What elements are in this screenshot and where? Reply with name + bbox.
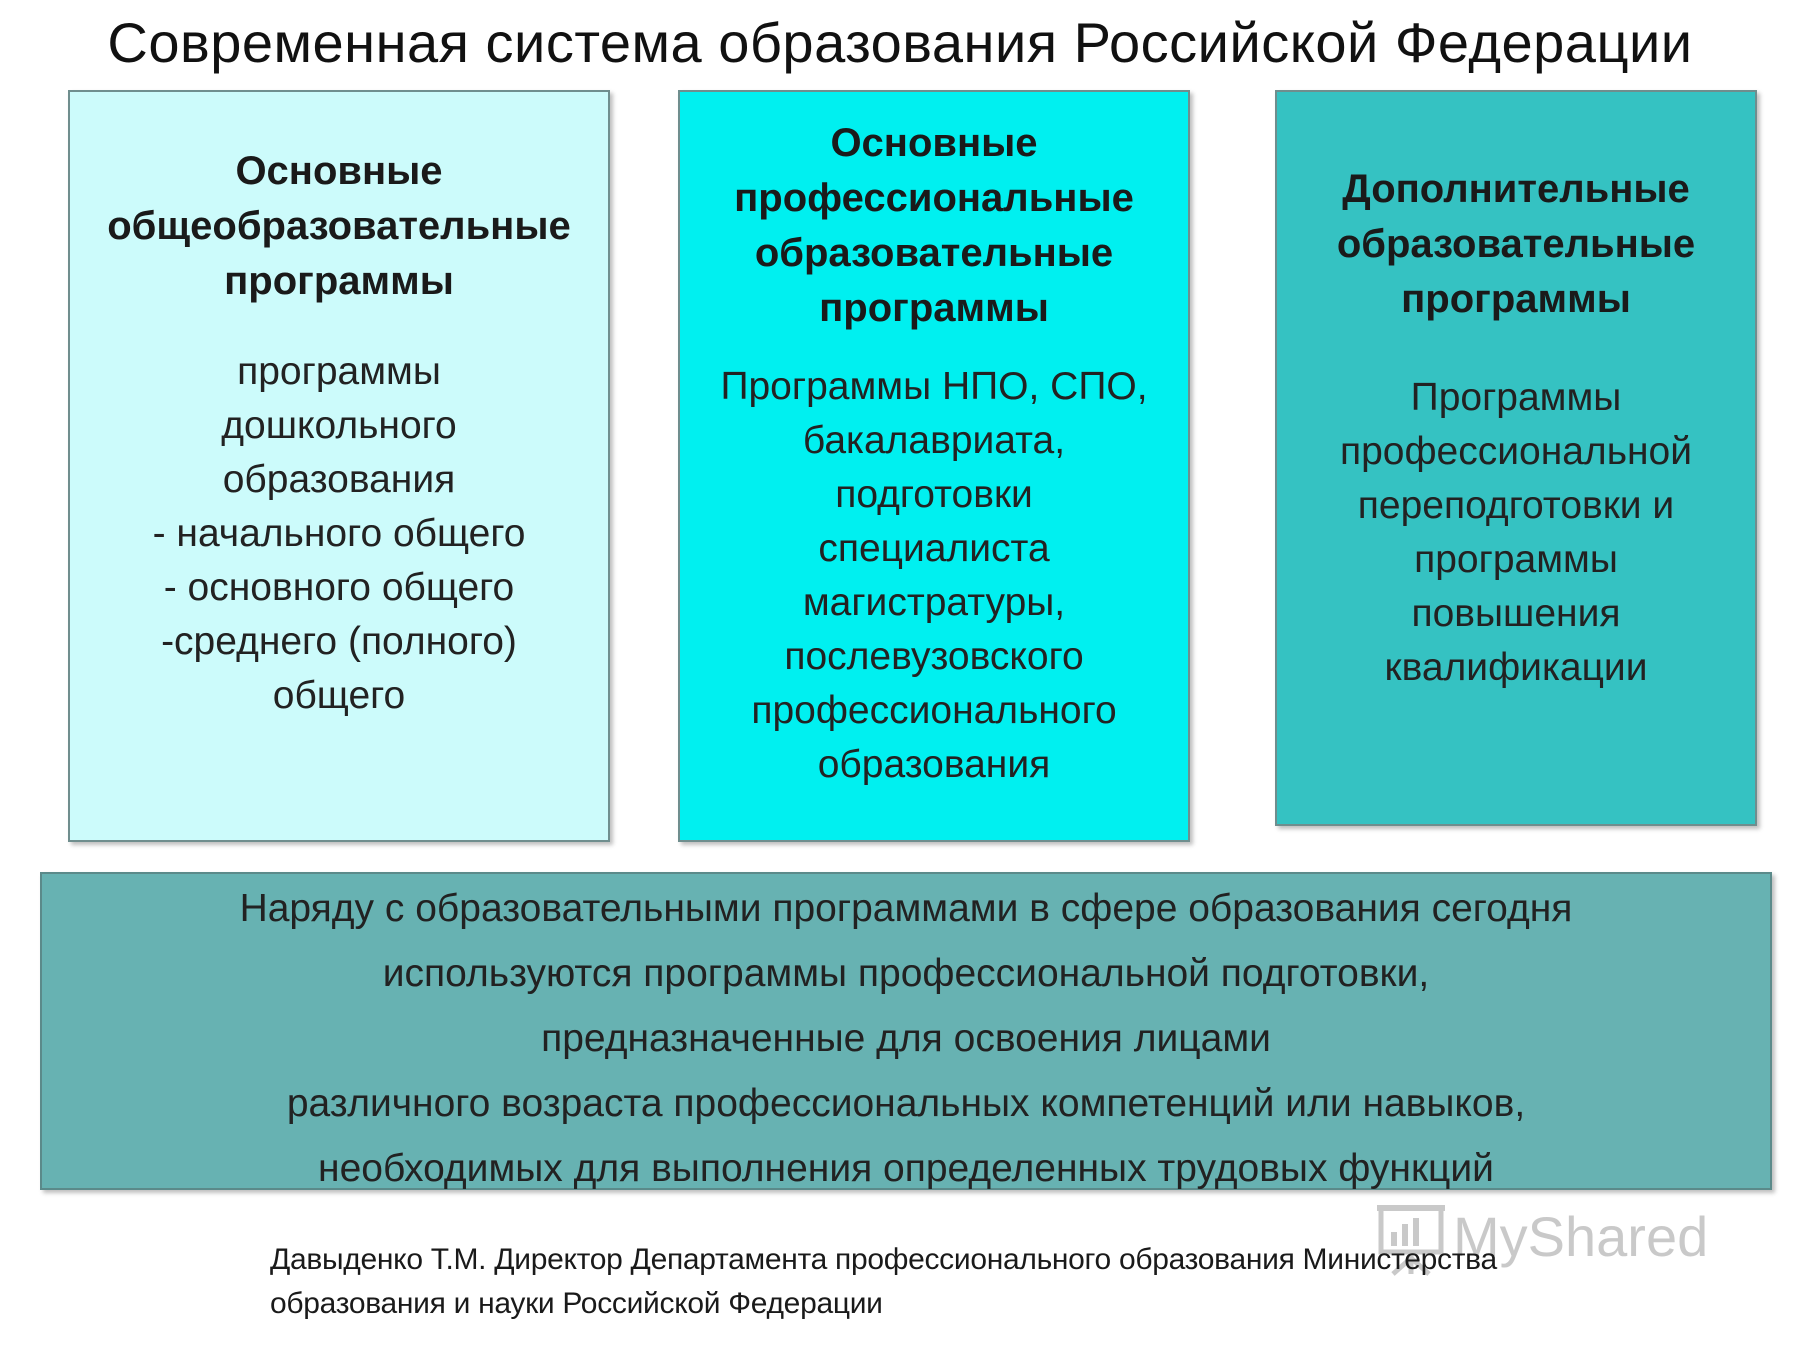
body-line: Программы	[1410, 376, 1622, 419]
body-line: подготовки	[835, 473, 1033, 516]
note-line: различного возраста профессиональных компетенций или навыков,	[286, 1082, 1526, 1125]
heading-line: Дополнительные	[1342, 167, 1690, 211]
citation-line: Давыденко Т.М. Директор Департамента профессионального образования Министерства	[270, 1243, 1497, 1276]
heading-line: программы	[224, 259, 454, 303]
body-line: - основного общего	[163, 566, 515, 609]
body-line: образования	[817, 743, 1051, 786]
professional-training-note	[40, 872, 1772, 1190]
heading-line: Основные	[830, 121, 1038, 165]
box-heading	[1277, 162, 1755, 327]
note-line: необходимых для выполнения определенных трудовых функций	[318, 1147, 1494, 1190]
professional-education-box	[678, 90, 1190, 842]
body-line: программы	[1414, 538, 1618, 581]
box-heading	[70, 144, 608, 309]
body-line: магистратуры,	[802, 581, 1066, 624]
body-line: - начального общего	[152, 512, 526, 555]
note-line: предназначенные для освоения лицами	[541, 1017, 1271, 1060]
body-line: образования	[222, 458, 456, 501]
body-line: общего	[272, 674, 406, 717]
heading-line: образовательные	[754, 231, 1114, 275]
additional-education-box	[1275, 90, 1757, 826]
source-citation	[270, 1238, 1750, 1326]
body-line: -среднего (полного)	[161, 620, 517, 663]
box-body	[680, 360, 1188, 792]
body-line: Программы НПО, СПО,	[720, 365, 1148, 408]
page-title: Современная система образования Российской Федерации	[107, 11, 1693, 74]
body-line: переподготовки и	[1357, 484, 1675, 527]
note-line: Наряду с образовательными программами в сфере образования сегодня	[239, 887, 1573, 930]
box-body	[1277, 371, 1755, 695]
body-line: дошкольного	[221, 404, 457, 447]
heading-line: Основные	[235, 149, 443, 193]
body-line: профессиональной	[1339, 430, 1693, 473]
note-line: используются программы профессиональной подготовки,	[382, 952, 1430, 995]
body-line: послевузовского	[784, 635, 1084, 678]
general-education-box	[68, 90, 610, 842]
watermark-text: MyShared	[1453, 1205, 1709, 1268]
heading-line: программы	[819, 286, 1049, 330]
body-line: бакалавриата,	[802, 419, 1066, 462]
citation-line: образования и науки Российской Федерации	[270, 1287, 883, 1320]
heading-line: профессиональные	[734, 176, 1134, 220]
heading-line: образовательные	[1336, 222, 1696, 266]
body-line: специалиста	[818, 527, 1050, 570]
body-line: программы	[237, 350, 441, 393]
box-heading	[680, 116, 1188, 336]
body-line: квалификации	[1384, 646, 1648, 689]
body-line: профессионального	[751, 689, 1117, 732]
body-line: повышения	[1411, 592, 1621, 635]
heading-line: программы	[1401, 277, 1631, 321]
box-body	[70, 345, 608, 723]
heading-line: общеобразовательные	[107, 204, 571, 248]
